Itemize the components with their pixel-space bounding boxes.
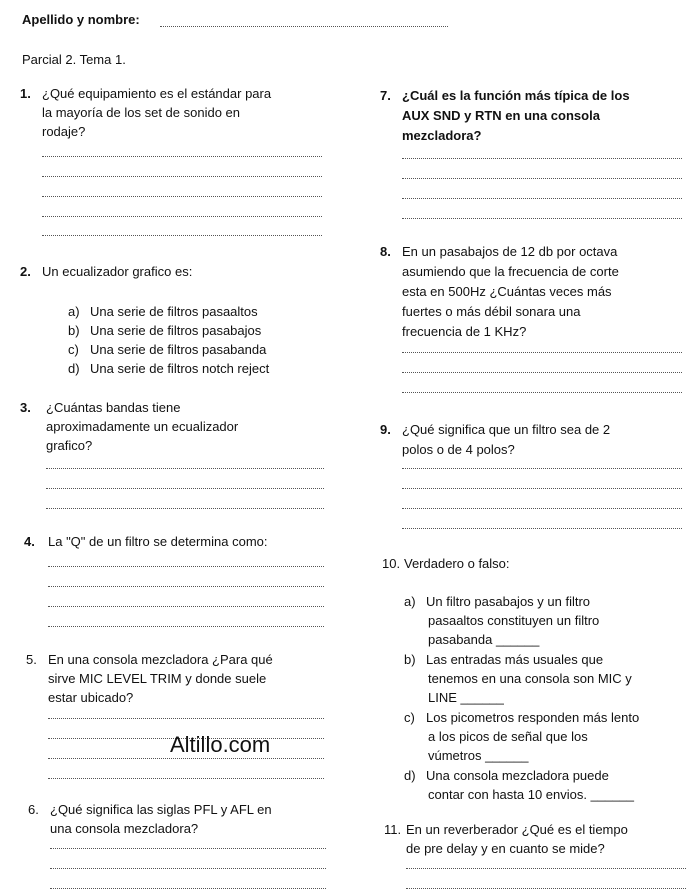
answer-line[interactable]	[402, 488, 682, 489]
answer-line[interactable]	[42, 196, 322, 197]
answer-line[interactable]	[48, 566, 324, 567]
option-letter: a)	[68, 304, 80, 319]
question-text: La "Q" de un filtro se determina como:	[48, 534, 268, 549]
item-text-line: tenemos en una consola son MIC y	[428, 671, 632, 686]
answer-line[interactable]	[46, 508, 324, 509]
item-letter: d)	[404, 768, 416, 783]
name-label: Apellido y nombre:	[22, 12, 140, 27]
question-text-line: estar ubicado?	[48, 690, 134, 705]
question-text-line: ¿Cuál es la función más típica de los	[402, 88, 630, 103]
question-number: 1.	[20, 86, 31, 101]
answer-line[interactable]	[402, 352, 682, 353]
item-text-line: Una consola mezcladora puede	[426, 768, 609, 783]
question-number: 6.	[28, 802, 39, 817]
question-text-line: mezcladora?	[402, 128, 482, 143]
question-number: 10.	[382, 556, 401, 571]
answer-line[interactable]	[402, 178, 682, 179]
question-text-line: rodaje?	[42, 124, 86, 139]
question-text-line: En un reverberador ¿Qué es el tiempo	[406, 822, 628, 837]
option-letter: b)	[68, 323, 80, 338]
answer-line[interactable]	[402, 508, 682, 509]
item-text-line: pasabanda ______	[428, 632, 540, 647]
answer-line[interactable]	[50, 848, 326, 849]
item-text-line: Los picometros responden más lento	[426, 710, 640, 725]
question-text-line: En una consola mezcladora ¿Para qué	[48, 652, 273, 667]
question-number: 7.	[380, 88, 391, 103]
item-text-line: Las entradas más usuales que	[426, 652, 604, 667]
option-text: Una serie de filtros notch reject	[90, 361, 270, 376]
question-number: 5.	[26, 652, 37, 667]
question-text-line: sirve MIC LEVEL TRIM y donde suele	[48, 671, 267, 686]
answer-line[interactable]	[402, 468, 682, 469]
question-text-line: la mayoría de los set de sonido en	[42, 105, 241, 120]
answer-line[interactable]	[406, 888, 686, 889]
question-text-line: de pre delay y en cuanto se mide?	[406, 841, 605, 856]
answer-line[interactable]	[42, 216, 322, 217]
item-letter: a)	[404, 594, 416, 609]
item-text-line: vúmetros ______	[428, 748, 529, 763]
question-number: 2.	[20, 264, 31, 279]
answer-line[interactable]	[46, 488, 324, 489]
answer-line[interactable]	[402, 372, 682, 373]
question-text-line: En un pasabajos de 12 db por octava	[402, 244, 618, 259]
answer-line[interactable]	[48, 586, 324, 587]
option-text: Una serie de filtros pasaaltos	[90, 304, 258, 319]
exam-title: Parcial 2. Tema 1.	[22, 52, 126, 67]
item-text-line: pasaaltos constituyen un filtro	[428, 613, 600, 628]
item-text-line: a los picos de señal que los	[428, 729, 588, 744]
question-text-line: frecuencia de 1 KHz?	[402, 324, 527, 339]
question-number: 9.	[380, 422, 391, 437]
watermark: Altillo.com	[170, 732, 271, 757]
question-number: 3.	[20, 400, 31, 415]
item-text-line: LINE ______	[428, 690, 504, 705]
option-letter: d)	[68, 361, 80, 376]
question-text-line: ¿Qué equipamiento es el estándar para	[42, 86, 272, 101]
answer-line[interactable]	[42, 156, 322, 157]
answer-line[interactable]	[48, 626, 324, 627]
answer-line[interactable]	[48, 778, 324, 779]
question-text-line: ¿Cuántas bandas tiene	[46, 400, 181, 415]
answer-line[interactable]	[406, 868, 686, 869]
option-text: Una serie de filtros pasabanda	[90, 342, 267, 357]
answer-line[interactable]	[50, 868, 326, 869]
option-text: Una serie de filtros pasabajos	[90, 323, 262, 338]
question-text-line: fuertes o más débil sonara una	[402, 304, 581, 319]
question-text-line: una consola mezcladora?	[50, 821, 199, 836]
answer-line[interactable]	[46, 468, 324, 469]
answer-line[interactable]	[42, 176, 322, 177]
question-text-line: AUX SND y RTN en una consola	[402, 108, 600, 123]
answer-line[interactable]	[402, 158, 682, 159]
answer-line[interactable]	[48, 758, 324, 759]
answer-line[interactable]	[42, 235, 322, 236]
question-text-line: aproximadamente un ecualizador	[46, 419, 239, 434]
question-number: 4.	[24, 534, 35, 549]
item-text-line: contar con hasta 10 envios. ______	[428, 787, 634, 802]
answer-line[interactable]	[48, 718, 324, 719]
answer-line[interactable]	[402, 198, 682, 199]
question-number: 8.	[380, 244, 391, 259]
question-text-line: polos o de 4 polos?	[402, 442, 515, 457]
question-text-line: ¿Qué significa que un filtro sea de 2	[402, 422, 611, 437]
question-text-line: ¿Qué significa las siglas PFL y AFL en	[50, 802, 272, 817]
question-text: Un ecualizador grafico es:	[42, 264, 193, 279]
answer-line[interactable]	[402, 528, 682, 529]
question-number: 11.	[384, 822, 402, 837]
answer-line[interactable]	[402, 392, 682, 393]
question-text-line: asumiendo que la frecuencia de corte	[402, 264, 619, 279]
item-letter: c)	[404, 710, 415, 725]
question-text-line: grafico?	[46, 438, 93, 453]
item-letter: b)	[404, 652, 416, 667]
question-text: Verdadero o falso:	[404, 556, 510, 571]
name-field-line[interactable]	[160, 26, 448, 27]
answer-line[interactable]	[48, 606, 324, 607]
item-text-line: Un filtro pasabajos y un filtro	[426, 594, 591, 609]
answer-line[interactable]	[50, 888, 326, 889]
answer-line[interactable]	[402, 218, 682, 219]
option-letter: c)	[68, 342, 79, 357]
question-text-line: esta en 500Hz ¿Cuántas veces más	[402, 284, 612, 299]
